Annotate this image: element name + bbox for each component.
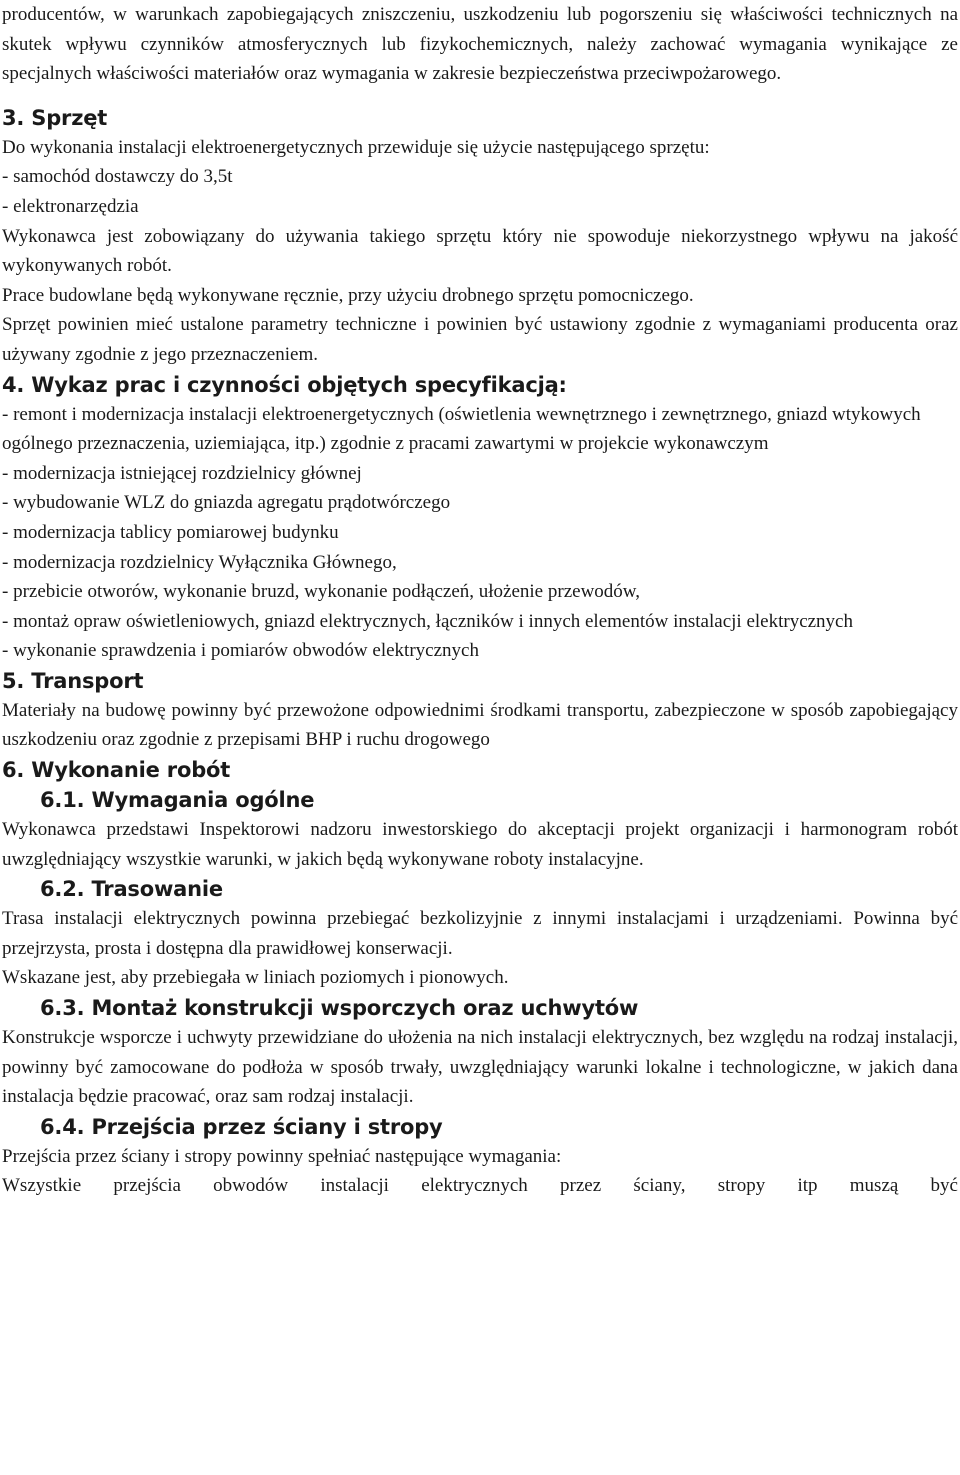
section-6-2-paragraph-1: Trasa instalacji elektrycznych powinna przebiegać bezkolizyjnie z innymi instalacjami i urządzeniami. Powinna być przejrzysta, prosta i dostępna dla prawidłowej konserwacji.	[2, 908, 958, 959]
works-list-item: - remont i modernizacja instalacji elektroenergetycznych (oświetlenia wewnętrznego i zewnętrznego, gniazd wtykowych ogólnego przeznaczenia, uziemiająca, itp.) zgodnie z pracami zawartymi w projekcie wykonawczym	[2, 403, 921, 455]
section-3-paragraph-3: Prace budowlane będą wykonywane ręcznie, przy użyciu drobnego sprzętu pomocniczego.	[2, 284, 694, 306]
section-6-1-heading: 6.1. Wymagania ogólne	[40, 788, 315, 813]
works-list-item: - modernizacja tablicy pomiarowej budynku	[2, 521, 339, 543]
works-list-item: - modernizacja rozdzielnicy Wyłącznika Głównego,	[2, 551, 397, 573]
section-6-3-heading: 6.3. Montaż konstrukcji wsporczych oraz uchwytów	[40, 996, 639, 1021]
section-4-heading: 4. Wykaz prac i czynności objętych specyfikacją:	[2, 372, 567, 397]
section-5-paragraph: Materiały na budowę powinny być przewożone odpowiednimi środkami transportu, zabezpieczone w sposób zapobiegający uszkodzeniu oraz zgodnie z przepisami BHP i ruchu drogowego	[2, 699, 958, 751]
works-list-item: - wykonanie sprawdzenia i pomiarów obwodów elektrycznych	[2, 640, 479, 662]
section-6-4-paragraph-2: Wszystkie przejścia obwodów instalacji elektrycznych przez ściany, stropy itp muszą być	[2, 1175, 958, 1197]
section-6-3-paragraph: Konstrukcje wsporcze i uchwyty przewidziane do ułożenia na nich instalacji elektrycznych, bez względu na rodzaj instalacji, powinny być zamocowane do podłoża w sposób trwały, uwzględniający warunki lokalne i technologiczne, w jakich dana instalacja będzie pracować, oraz sam rodzaj instalacji.	[2, 1027, 958, 1108]
section-6-heading: 6. Wykonanie robót	[2, 758, 231, 783]
section-3-paragraph-2: Wykonawca jest zobowiązany do używania takiego sprzętu który nie spowoduje niekorzystnego wpływu na jakość wykonywanych robót.	[2, 225, 958, 277]
section-3-heading: 3. Sprzęt	[2, 105, 108, 130]
works-list-item: - przebicie otworów, wykonanie bruzd, wykonanie podłączeń, ułożenie przewodów,	[2, 581, 641, 603]
section-6-2-heading: 6.2. Trasowanie	[40, 877, 223, 902]
section-6-4-paragraph-1: Przejścia przez ściany i stropy powinny spełniać następujące wymagania:	[2, 1145, 562, 1167]
section-3-paragraph-4: Sprzęt powinien mieć ustalone parametry techniczne i powinien być ustawiony zgodnie z wymaganiami producenta oraz używany zgodnie z jego przeznaczeniem.	[2, 314, 958, 365]
section-3-paragraph-1: Do wykonania instalacji elektroenergetycznych przewiduje się użycie następującego sprzętu:	[2, 136, 710, 158]
section-6-4-heading: 6.4. Przejścia przez ściany i stropy	[40, 1114, 443, 1139]
works-list-item: - wybudowanie WLZ do gniazda agregatu prądotwórczego	[2, 492, 451, 514]
equipment-list-item: - elektronarzędzia	[2, 195, 139, 217]
intro-paragraph: producentów, w warunkach zapobiegających zniszczeniu, uszkodzeniu lub pogorszeniu się właściwości technicznych na skutek wpływu czynników atmosferycznych lub fizykochemicznych, należy zachować wymagania wynikające ze specjalnych właściwości materiałów oraz wymagania w zakresie bezpieczeństwa przeciwpożarowego.	[2, 4, 958, 85]
section-6-1-paragraph: Wykonawca przedstawi Inspektorowi nadzoru inwestorskiego do akceptacji projekt organizacji i harmonogram robót uwzględniający wszystkie warunki, w jakich będą wykonywane roboty instalacyjne.	[2, 819, 958, 870]
section-5-heading: 5. Transport	[2, 668, 144, 693]
works-list-item: - modernizacja istniejącej rozdzielnicy głównej	[2, 462, 362, 484]
equipment-list-item: - samochód dostawczy do 3,5t	[2, 166, 233, 188]
works-list-item: - montaż opraw oświetleniowych, gniazd elektrycznych, łączników i innych elementów instalacji elektrycznych	[2, 610, 853, 632]
section-6-2-paragraph-2: Wskazane jest, aby przebiegała w liniach poziomych i pionowych.	[2, 967, 509, 989]
